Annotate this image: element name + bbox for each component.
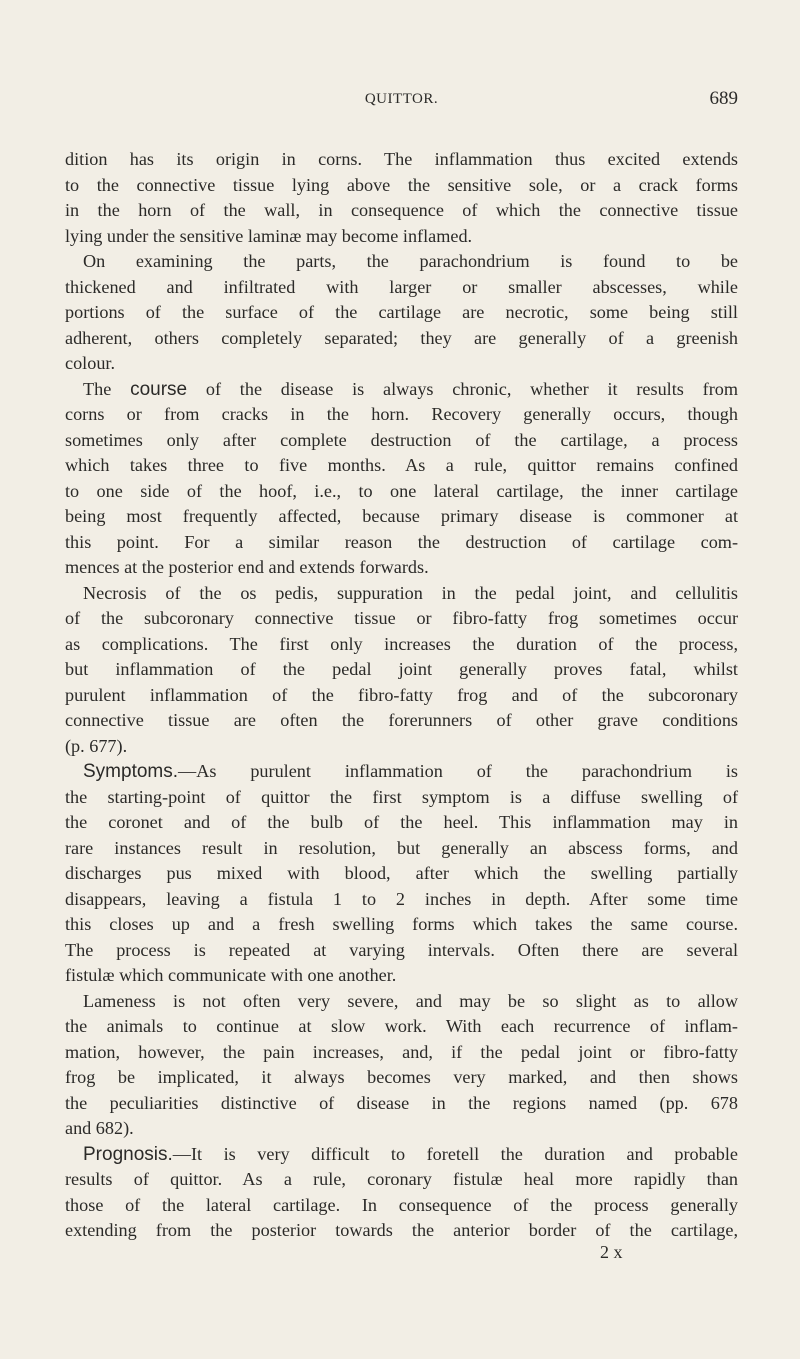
text-line	[65, 759, 738, 785]
page-number: 689	[709, 88, 738, 109]
line-text: mences at the posterior end and extends forwards.	[65, 557, 429, 577]
line-text: corns or from cracks in the horn. Recovery generally occurs, though	[65, 404, 738, 424]
running-title: QUITTOR.	[364, 91, 439, 107]
line-text: the peculiarities distinctive of disease in the regions named (pp. 678	[65, 1092, 738, 1113]
line-text: frog be implicated, it always becomes very marked, and then shows	[65, 1067, 738, 1087]
line-text: The process is repeated at varying intervals. Often there are several	[65, 939, 738, 960]
text-line	[65, 581, 738, 607]
text-line	[65, 657, 738, 683]
line-text: —It is very difficult to foretell the duration and probable	[172, 1143, 738, 1164]
line-text: which takes three to five months. As a rule, quittor remains confined	[65, 455, 738, 475]
text-line	[65, 989, 738, 1015]
line-text: thickened and infiltrated with larger or smaller abscesses, while	[65, 276, 738, 297]
text-line	[65, 1193, 738, 1219]
text-line	[65, 275, 738, 301]
text-line	[65, 708, 738, 734]
text-line	[65, 683, 738, 709]
text-line	[65, 249, 738, 275]
section-heading: Symptoms.	[83, 761, 179, 782]
line-text: lying under the sensitive laminæ may become inflamed.	[65, 225, 473, 246]
line-text: to the connective tissue lying above the sensitive sole, or a crack forms	[65, 174, 738, 195]
text-line	[65, 377, 738, 403]
text-line	[65, 632, 738, 658]
line-text: to one side of the hoof, i.e., to one lateral cartilage, the inner cartilage	[65, 480, 738, 501]
line-text: discharges pus mixed with blood, after which the swelling partially	[65, 863, 738, 883]
text-line	[65, 1040, 738, 1066]
line-text: Necrosis of the os pedis, suppuration in the pedal joint, and cellulitis	[83, 582, 738, 603]
text-line	[65, 530, 738, 556]
line-text: connective tissue are often the forerunners of other grave conditions	[65, 710, 738, 730]
section-heading: course	[130, 378, 188, 400]
line-text: the animals to continue at slow work. With each recurrence of inflam-	[65, 1016, 738, 1036]
text-line	[65, 402, 738, 428]
line-text: this closes up and a fresh swelling forms which takes the same course.	[65, 914, 738, 934]
line-prefix: The	[83, 378, 131, 399]
text-line	[65, 198, 738, 224]
text-line	[65, 147, 738, 173]
line-text: rare instances result in resolution, but generally an abscess forms, and	[65, 837, 738, 858]
text-line	[65, 836, 738, 862]
page-header	[65, 88, 738, 112]
text-line	[65, 1065, 738, 1091]
line-text: those of the lateral cartilage. In consequence of the process generally	[65, 1194, 738, 1215]
text-line	[65, 504, 738, 530]
text-line	[65, 785, 738, 811]
line-text: results of quittor. As a rule, coronary fistulæ heal more rapidly than	[65, 1169, 738, 1189]
text-line	[65, 326, 738, 352]
text-line	[65, 810, 738, 836]
line-text: the starting-point of quittor the first symptom is a diffuse swelling of	[65, 786, 738, 807]
line-text: fistulæ which communicate with one another.	[65, 965, 397, 985]
line-text: sometimes only after complete destruction of the cartilage, a process	[65, 429, 738, 450]
text-line	[65, 1218, 738, 1244]
line-text: —As purulent inflammation of the parachondrium is	[178, 761, 738, 781]
text-line	[65, 1142, 738, 1168]
line-text: the coronet and of the bulb of the heel. This inflammation may in	[65, 812, 738, 832]
line-text: On examining the parts, the parachondrium is found to be	[83, 251, 738, 271]
text-line	[65, 1167, 738, 1193]
line-text: portions of the surface of the cartilage are necrotic, some being still	[65, 302, 738, 322]
body-text	[65, 147, 738, 1244]
text-line	[65, 734, 738, 760]
text-line	[65, 173, 738, 199]
line-text: as complications. The first only increases the duration of the process,	[65, 633, 738, 654]
line-text: Lameness is not often very severe, and may be so slight as to allow	[83, 990, 738, 1011]
text-line	[65, 887, 738, 913]
text-line	[65, 861, 738, 887]
line-text: colour.	[65, 353, 116, 373]
line-text: adherent, others completely separated; they are generally of a greenish	[65, 327, 738, 348]
text-line	[65, 555, 738, 581]
line-text: dition has its origin in corns. The inflammation thus excited extends	[65, 149, 738, 169]
line-text: but inflammation of the pedal joint generally proves fatal, whilst	[65, 659, 738, 679]
text-line	[65, 1091, 738, 1117]
line-text: and 682).	[65, 1118, 134, 1138]
line-text: disappears, leaving a fistula 1 to 2 inches in depth. After some time	[65, 888, 738, 909]
text-line	[65, 300, 738, 326]
text-line	[65, 1116, 738, 1142]
text-line	[65, 912, 738, 938]
line-text: of the disease is always chronic, whether it results from	[187, 378, 738, 399]
text-line	[65, 224, 738, 250]
section-heading: Prognosis.	[83, 1143, 173, 1165]
text-line	[65, 606, 738, 632]
signature-mark: 2 x	[600, 1242, 623, 1262]
line-text: extending from the posterior towards the anterior border of the cartilage,	[65, 1220, 738, 1240]
text-line	[65, 963, 738, 989]
text-line	[65, 1014, 738, 1040]
line-text: being most frequently affected, because primary disease is commoner at	[65, 506, 738, 526]
text-line	[65, 351, 738, 377]
line-text: (p. 677).	[65, 735, 128, 756]
text-line	[65, 453, 738, 479]
line-text: purulent inflammation of the fibro-fatty frog and of the subcoronary	[65, 684, 738, 705]
text-line	[65, 938, 738, 964]
line-text: mation, however, the pain increases, and, if the pedal joint or fibro-fatty	[65, 1041, 738, 1062]
line-text: in the horn of the wall, in consequence of which the connective tissue	[65, 200, 738, 220]
text-line	[65, 479, 738, 505]
line-text: of the subcoronary connective tissue or fibro-fatty frog sometimes occur	[65, 608, 738, 628]
line-text: this point. For a similar reason the destruction of cartilage com-	[65, 531, 738, 552]
text-line	[65, 428, 738, 454]
